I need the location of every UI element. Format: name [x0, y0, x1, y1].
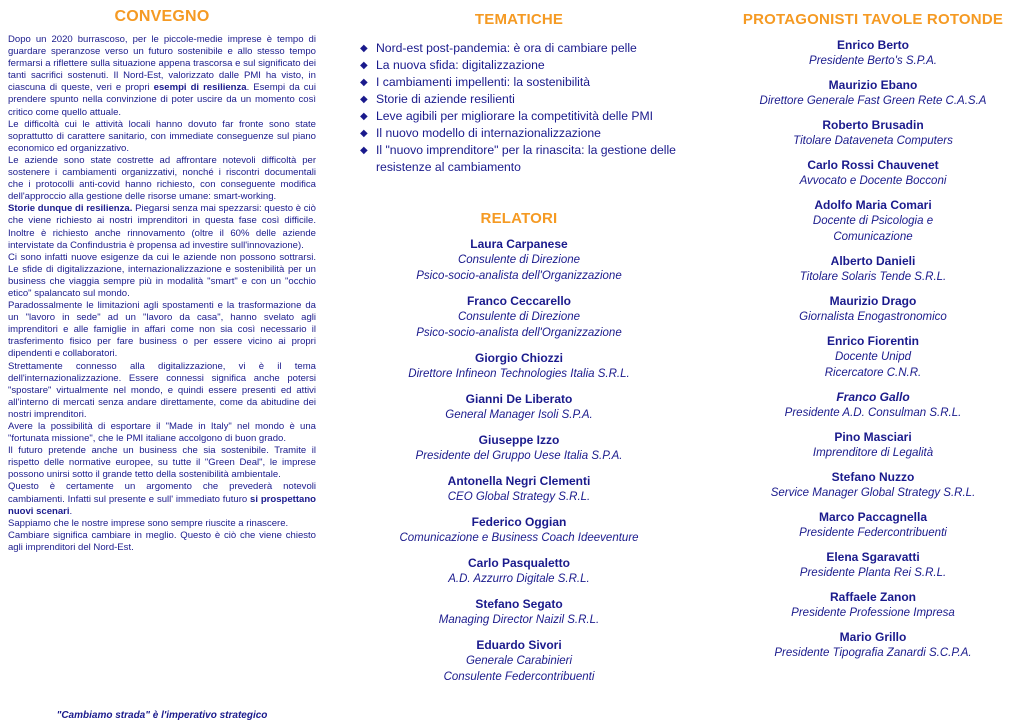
relatore-name: Franco Ceccarello — [466, 294, 572, 308]
relatore-role: Managing Director Naizil S.R.L. — [438, 614, 600, 626]
tematica-item — [358, 108, 680, 125]
protagonista-role: Presidente A.D. Consulman S.R.L. — [784, 407, 962, 419]
protagonista-name: Enrico Fiorentin — [826, 334, 919, 348]
protagonista-name: Elena Sgaravatti — [826, 550, 920, 564]
convegno-bold-text: esempi di resilienza — [153, 82, 247, 94]
convegno-text: . — [69, 505, 73, 517]
relatore-role: Presidente del Gruppo Uese Italia S.P.A. — [415, 450, 623, 462]
protagonista-role: Docente di Psicologia e — [812, 215, 934, 227]
tematica-item — [358, 40, 680, 57]
convegno-text: Questo è certamente un argomento che prevederà notevoli cambiamenti. Infatti sul presente e sull' immediato futuro — [8, 481, 316, 505]
protagonista-name: Pino Masciari — [834, 430, 912, 444]
protagonista-person — [728, 549, 1018, 581]
relatore-role: Consulente di Direzione — [457, 254, 581, 266]
relatore-role: Consulente Federcontribuenti — [443, 671, 595, 683]
relatore-person — [358, 391, 680, 423]
convegno-column — [8, 0, 316, 727]
protagonista-person — [728, 293, 1018, 325]
convegno-text: Ci sono infatti nuove esigenze da cui le aziende non possono sottrarsi. Le sfide di digitalizzazione, internazionalizzazione e sostenibilità per un business che viaggia sempre più in modalità "smart" e con un "occhio etico" spalancato sul mondo. — [8, 251, 316, 299]
relatore-role: CEO Global Strategy S.R.L. — [447, 491, 591, 503]
relatore-person — [358, 473, 680, 505]
protagonista-person — [728, 589, 1018, 621]
protagonista-name: Marco Paccagnella — [818, 510, 928, 524]
relatore-person — [358, 555, 680, 587]
protagonista-role: Presidente Tipografia Zanardi S.C.P.A. — [774, 647, 972, 659]
protagonista-role: Presidente Federcontribuenti — [799, 527, 947, 539]
tematica-text: Il nuovo modello di internazionalizzazione — [376, 126, 601, 140]
relatori-list — [358, 236, 680, 685]
tematica-item — [358, 142, 680, 176]
protagonista-person — [728, 629, 1018, 661]
convegno-bold-text: Storie dunque di resilienza. — [8, 203, 133, 215]
protagonista-name: Franco Gallo — [836, 390, 910, 404]
protagonista-person — [728, 253, 1018, 285]
tematica-text: La nuova sfida: digitalizzazione — [376, 58, 545, 72]
relatore-person — [358, 350, 680, 382]
protagonista-person — [728, 117, 1018, 149]
convegno-paragraph — [8, 481, 316, 517]
protagonisti-list — [728, 37, 1018, 661]
relatore-name: Federico Oggian — [471, 515, 567, 529]
protagonista-name: Maurizio Drago — [829, 294, 917, 308]
protagonisti-title: PROTAGONISTI TAVOLE ROTONDE — [742, 11, 1004, 28]
relatore-person — [358, 236, 680, 284]
convegno-paragraph — [8, 530, 316, 554]
diamond-bullet-icon: ◆ — [360, 111, 368, 122]
protagonista-role: Avvocato e Docente Bocconi — [799, 175, 947, 187]
diamond-bullet-icon: ◆ — [360, 60, 368, 71]
convegno-text: Piegarsi senza mai spezzarsi: questo è ciò che viene richiesto ai nostri imprenditori in questa fase così difficile. Inoltre è richiesto anche rinnovamento (oltre il 60% delle aziende intervistate da Confindustria è propensa ad investire sull'innovazione). — [8, 203, 316, 251]
tematica-text: Il "nuovo imprenditore" per la rinascita: la gestione delle resistenze al cambiamento — [376, 143, 676, 174]
closing-slogan: "Cambiamo strada" è l'imperativo strategico — [56, 710, 268, 721]
convegno-paragraph — [8, 518, 316, 530]
tematica-item — [358, 74, 680, 91]
relatore-role: Psico-socio-analista dell'Organizzazione — [416, 270, 622, 282]
convegno-paragraph — [8, 119, 316, 155]
diamond-bullet-icon: ◆ — [360, 43, 368, 54]
convegno-paragraph — [8, 300, 316, 360]
tematica-item — [358, 57, 680, 74]
relatore-person — [358, 293, 680, 341]
protagonista-person — [728, 197, 1018, 245]
protagonista-role: Direttore Generale Fast Green Rete C.A.S.A — [759, 95, 987, 107]
tematica-text: Storie di aziende resilienti — [376, 92, 515, 106]
protagonista-role: Imprenditore di Legalità — [812, 447, 934, 459]
relatore-person — [358, 432, 680, 464]
convegno-body — [8, 34, 316, 554]
protagonista-person — [728, 469, 1018, 501]
diamond-bullet-icon: ◆ — [360, 94, 368, 105]
relatore-name: Laura Carpanese — [470, 237, 568, 251]
tematica-text: Leve agibili per migliorare la competitività delle PMI — [376, 109, 654, 123]
relatore-role: Consulente di Direzione — [457, 311, 581, 323]
convegno-text: Le difficoltà cui le attività locali hanno dovuto far fronte sono state soprattutto di carattere sanitario, con immediate conseguenze sul piano economico ed organizzativo. — [8, 118, 316, 154]
convegno-text: Le aziende sono state costrette ad affrontare notevoli difficoltà per sostenere i cambiamenti organizzativi, nonché i riscontri documentali che i protocolli anti-covid hanno richiesto, con conseguente modifica dell'approccio alla gestione delle risorse umane: smart-working. — [8, 154, 316, 203]
protagonista-name: Stefano Nuzzo — [831, 470, 915, 484]
convegno-bold-text: si prospettano nuovi scenari — [8, 493, 317, 517]
protagonista-role: Titolare Solaris Tende S.R.L. — [799, 271, 947, 283]
convegno-paragraph — [8, 421, 316, 445]
relatore-person — [358, 596, 680, 628]
tematica-text: Nord-est post-pandemia: è ora di cambiare pelle — [376, 41, 637, 55]
relatore-name: Eduardo Sivori — [476, 638, 562, 652]
protagonisti-column — [728, 0, 1018, 727]
convegno-text: Paradossalmente le limitazioni agli spostamenti e la trasformazione da un "lavoro in sede" ad un "lavoro da casa", hanno svelato agli imprenditori e alle famiglie in affari come non sia così necessario il trasferimento fisico per fare business o per essere vicino ai propri dipendenti e collaboratori. — [8, 300, 316, 360]
relatore-role: Comunicazione e Business Coach Ideeventure — [399, 532, 639, 544]
protagonista-person — [728, 333, 1018, 381]
protagonista-role: Presidente Professione Impresa — [791, 607, 955, 619]
protagonista-name: Maurizio Ebano — [828, 78, 918, 92]
protagonista-person — [728, 509, 1018, 541]
convegno-text: Dopo un 2020 burrascoso, per le piccole-medie imprese è tempo di guardare speranzose verso un futuro sostenibile e allo stesso tempo fermarsi a riflettere sulla situazione appena trascorsa e sul significato dei tanti sacrifici sostenuti. Il Nord-Est, valorizzato dalle PMI ha visto, in ciascuna di queste, veri e propri — [8, 34, 316, 94]
protagonista-name: Roberto Brusadin — [822, 118, 924, 132]
convegno-paragraph — [8, 252, 316, 300]
protagonista-person — [728, 389, 1018, 421]
relatore-name: Gianni De Liberato — [465, 392, 573, 406]
convegno-paragraph — [8, 155, 316, 203]
convegno-paragraph — [8, 34, 316, 119]
relatore-name: Stefano Segato — [475, 597, 563, 611]
protagonista-person — [728, 429, 1018, 461]
protagonista-role: Service Manager Global Strategy S.R.L. — [770, 487, 976, 499]
tematiche-relatori-column — [358, 0, 680, 727]
convegno-text: Sappiamo che le nostre imprese sono sempre riuscite a rinascere. — [8, 517, 289, 529]
relatore-name: Carlo Pasqualetto — [467, 556, 571, 570]
tematica-item — [358, 125, 680, 142]
convegno-paragraph — [8, 445, 316, 481]
convegno-text: . Esempi da cui prendere spunto nella convinzione di poter uscire da un momento così critico come quello attuale. — [8, 82, 316, 118]
relatore-person — [358, 637, 680, 685]
protagonista-role: Giornalista Enogastronomico — [799, 311, 947, 323]
relatore-role: Generale Carabinieri — [465, 655, 573, 667]
relatore-role: Psico-socio-analista dell'Organizzazione — [416, 327, 622, 339]
relatore-name: Giorgio Chiozzi — [475, 351, 563, 365]
protagonista-person — [728, 157, 1018, 189]
convegno-text: Cambiare significa cambiare in meglio. Questo è ciò che viene chiesto agli imprenditori del Nord-Est. — [8, 529, 316, 553]
convegno-text: Strettamente connesso alla digitalizzazione, vi è il tema dell'internazionalizzazione. Essere connessi significa anche potersi "spostare" virtualmente nel mondo, e quindi essere presenti ed attivi all'interno di mercati senza andare direttamente, come da abitudine dei nostri imprenditori. — [8, 360, 316, 420]
protagonista-role: Ricercatore C.N.R. — [824, 367, 922, 379]
protagonista-role: Titolare Dataveneta Computers — [793, 135, 953, 147]
protagonista-person — [728, 77, 1018, 109]
protagonista-role: Comunicazione — [833, 231, 913, 243]
relatori-title: RELATORI — [480, 210, 558, 227]
tematica-item — [358, 91, 680, 108]
protagonista-name: Adolfo Maria Comari — [814, 198, 932, 212]
relatore-role: General Manager Isoli S.P.A. — [445, 409, 593, 421]
relatore-person — [358, 514, 680, 546]
diamond-bullet-icon: ◆ — [360, 145, 368, 156]
tematica-text: I cambiamenti impellenti: la sostenibilità — [376, 75, 591, 89]
protagonista-person — [728, 37, 1018, 69]
convegno-paragraph — [8, 361, 316, 421]
tematiche-list — [358, 40, 680, 176]
diamond-bullet-icon: ◆ — [360, 128, 368, 139]
convegno-text: Avere la possibilità di esportare il "Made in Italy" nel mondo è una "fortunata missione", che le PMI italiane accolgono di buon grado. — [8, 421, 316, 445]
protagonista-name: Carlo Rossi Chauvenet — [807, 158, 939, 172]
protagonista-role: Docente Unipd — [834, 351, 912, 363]
convegno-title: CONVEGNO — [114, 8, 210, 25]
relatore-role: Direttore Infineon Technologies Italia S.R.L. — [408, 368, 630, 380]
tematiche-title: TEMATICHE — [474, 11, 564, 28]
protagonista-name: Alberto Danieli — [830, 254, 916, 268]
protagonista-name: Enrico Berto — [836, 38, 909, 52]
protagonista-role: Presidente Planta Rei S.R.L. — [799, 567, 947, 579]
relatore-role: A.D. Azzurro Digitale S.R.L. — [448, 573, 590, 585]
relatore-name: Giuseppe Izzo — [478, 433, 560, 447]
convegno-paragraph — [8, 203, 316, 251]
protagonista-name: Raffaele Zanon — [829, 590, 916, 604]
relatore-name: Antonella Negri Clementi — [447, 474, 591, 488]
protagonista-role: Presidente Berto's S.P.A. — [809, 55, 937, 67]
convegno-text: Il futuro pretende anche un business che sia sostenibile. Tramite il rispetto delle normative europee, su tutte il "Green Deal", le imprese possono unirsi sotto il grande tetto della sostenibilità ambientale. — [8, 445, 316, 481]
protagonista-name: Mario Grillo — [839, 630, 907, 644]
diamond-bullet-icon: ◆ — [360, 77, 368, 88]
